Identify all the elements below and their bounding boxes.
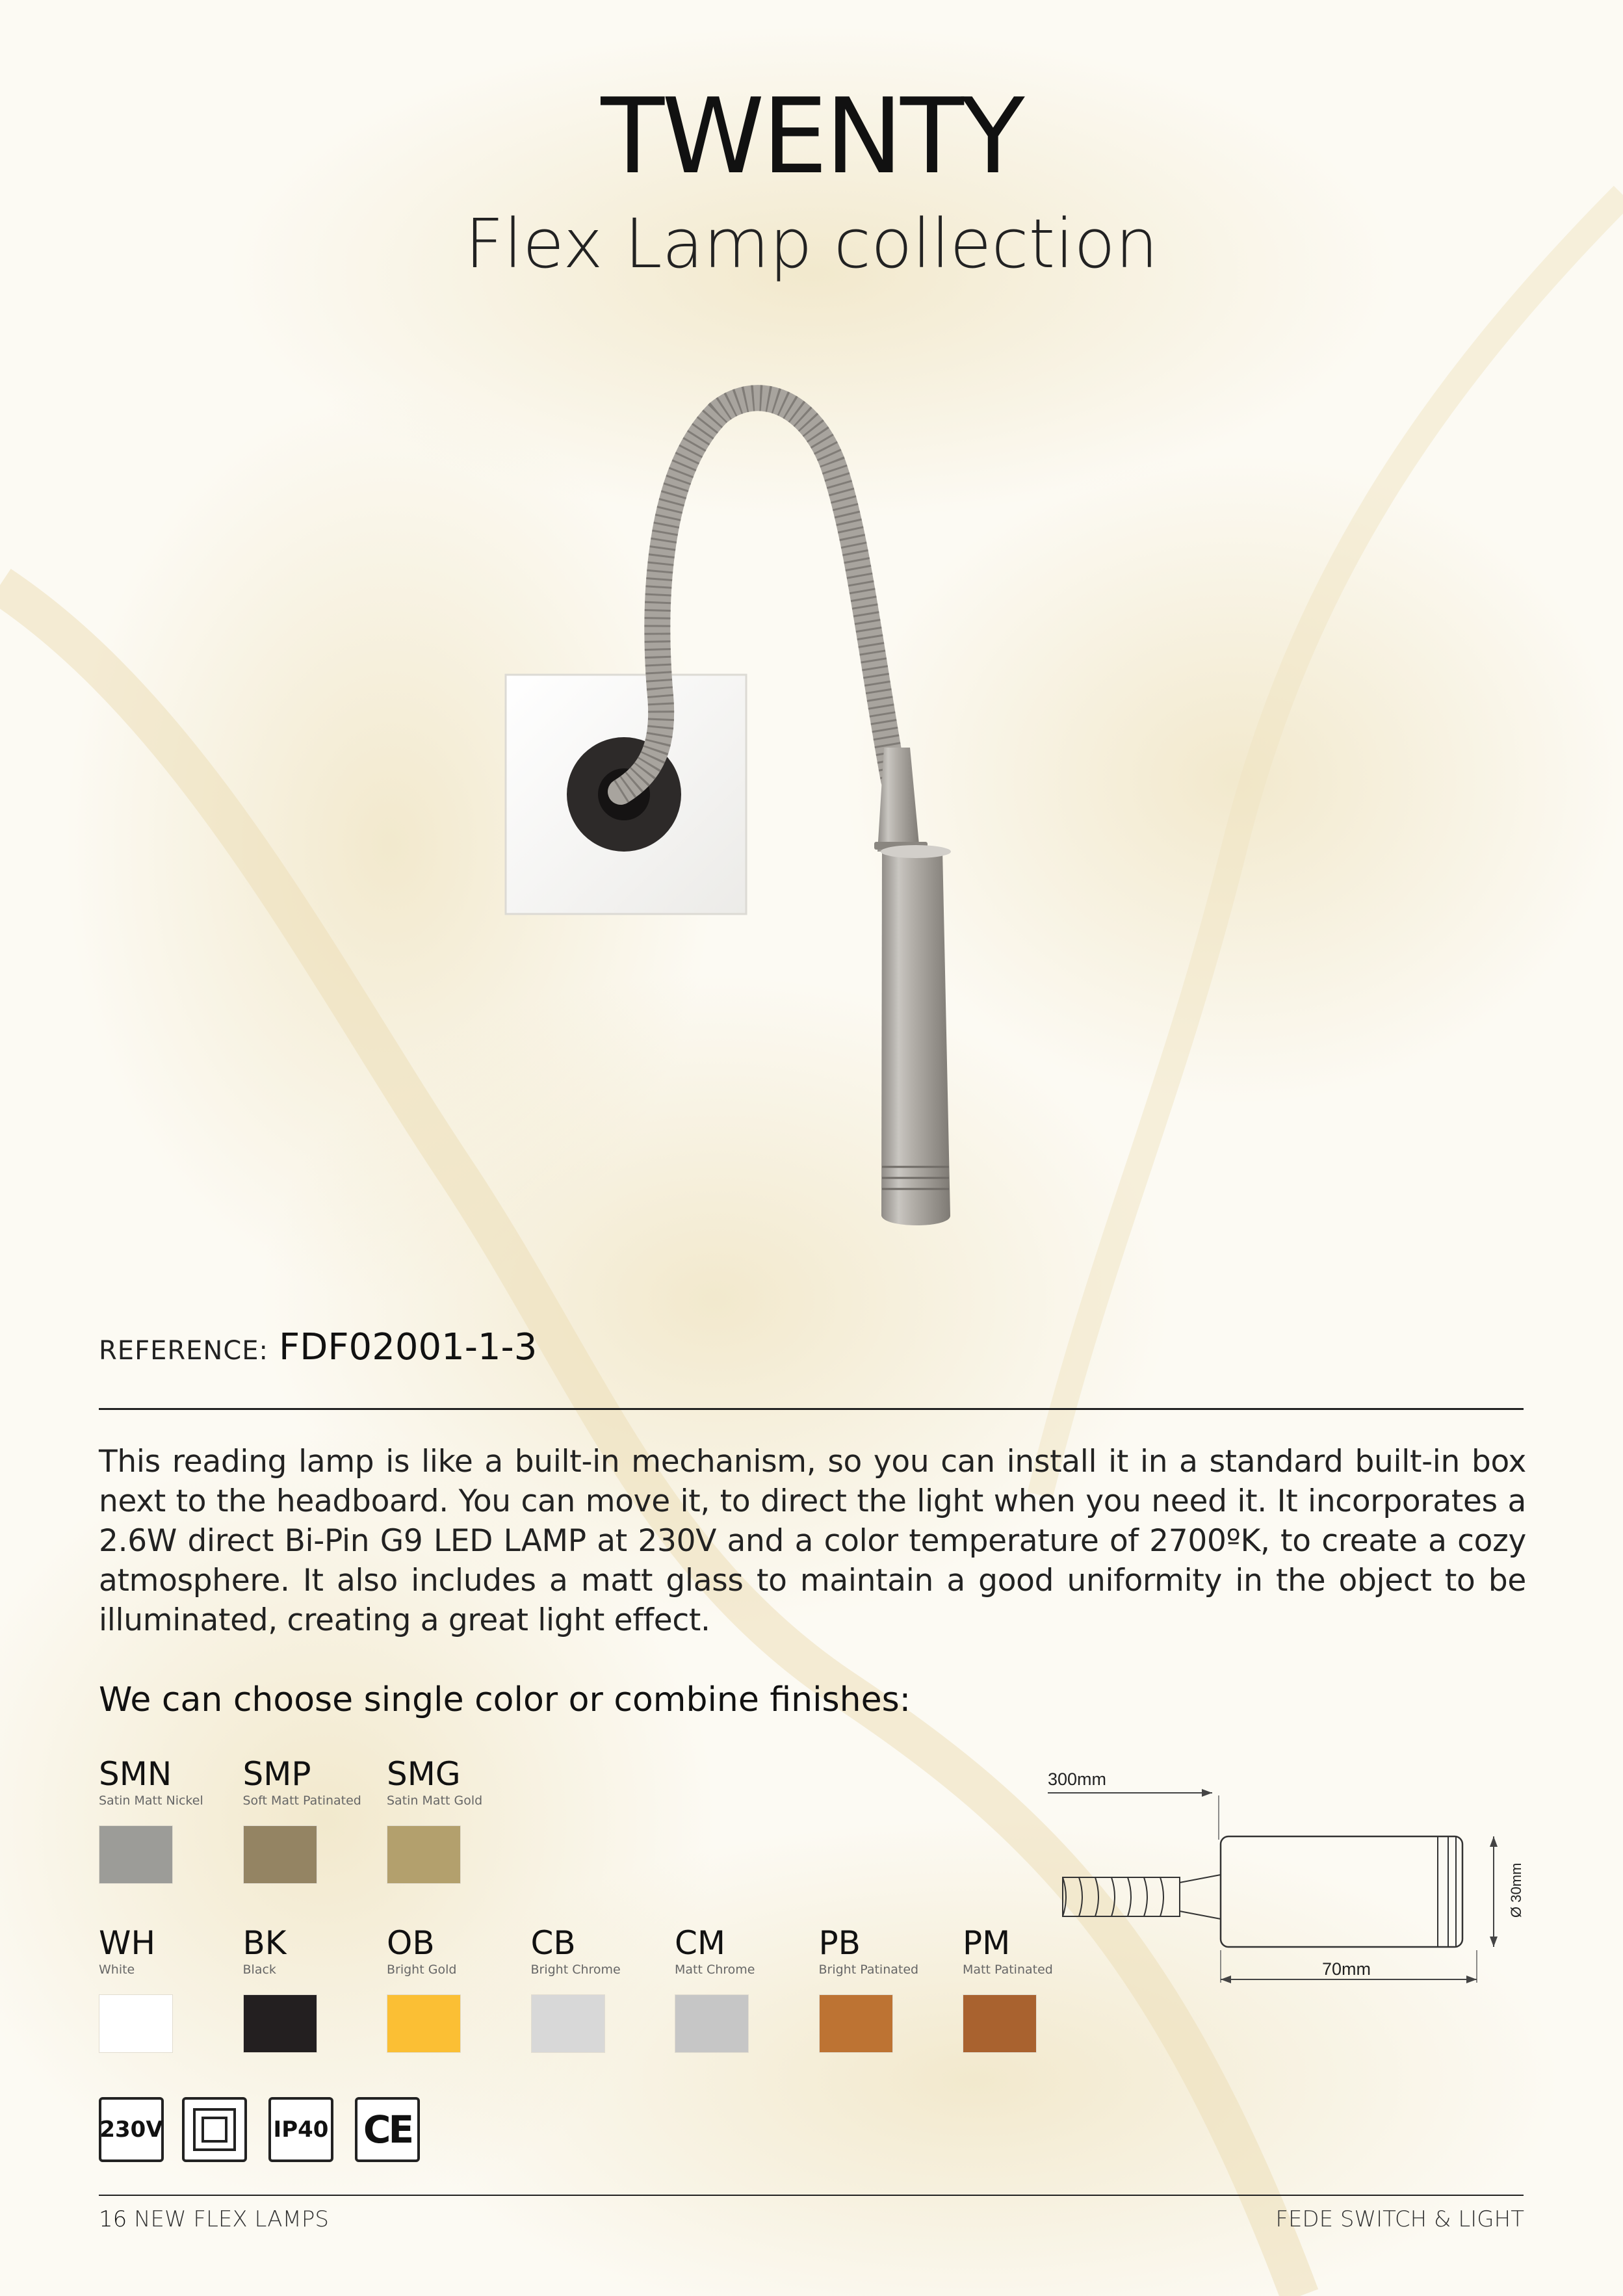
finish-name: Matt Chrome <box>675 1963 755 1977</box>
finish-code: SMP <box>242 1755 311 1793</box>
finish-smp <box>243 1755 373 1884</box>
finish-code: PB <box>818 1924 861 1962</box>
finish-code: BK <box>242 1924 287 1962</box>
finish-name: Bright Gold <box>387 1963 457 1977</box>
finish-name: Satin Matt Gold <box>387 1794 483 1808</box>
divider-top <box>99 1408 1524 1410</box>
finish-swatch <box>675 1994 749 2053</box>
finish-swatch <box>963 1994 1037 2053</box>
finish-code: SMG <box>387 1755 461 1793</box>
finish-swatch <box>387 1825 461 1884</box>
finish-code: OB <box>387 1924 435 1962</box>
finish-smn <box>99 1755 229 1884</box>
finish-cb <box>531 1924 661 2053</box>
finish-swatch <box>387 1994 461 2053</box>
finish-swatch <box>99 1825 173 1884</box>
finish-name: Black <box>242 1963 276 1977</box>
finish-code: PM <box>963 1924 1011 1962</box>
diameter-label: Ø 30mm <box>1508 1862 1524 1918</box>
product-description: This reading lamp is like a built-in mechanism, so you can install it in a standard built-in box next to the headboard. You can move it, to direct the light when you need it. It incorporates a 2.6W direct Bi-Pin G9 LED LAMP at 230V and a color temperature of 2700ºK, to create a cozy atmosphere. It also includes a matt glass to maintain a good uniformity in the object to be illuminated, creating a great light effect. <box>99 1444 1526 1638</box>
class-ii-symbol <box>192 2107 237 2152</box>
voltage-230v-icon <box>99 2097 164 2162</box>
finish-swatch <box>819 1994 893 2053</box>
body-length-label: 70mm <box>1322 1959 1371 1979</box>
flex-lamp-image <box>494 384 1105 1242</box>
finish-smg <box>387 1755 517 1884</box>
finish-name: Bright Patinated <box>818 1963 919 1977</box>
finish-name: Matt Patinated <box>963 1963 1053 1977</box>
finish-name: Bright Chrome <box>530 1963 621 1977</box>
footer-brand: FEDE SWITCH & LIGHT <box>1275 2206 1524 2232</box>
finish-swatch <box>243 1994 317 2053</box>
divider-bottom <box>99 2195 1524 2196</box>
reference-label: REFERENCE: <box>99 1336 269 1366</box>
ce-mark-text: CE <box>363 2107 412 2152</box>
finish-code: CM <box>675 1924 726 1962</box>
finish-code: SMN <box>99 1755 172 1793</box>
ip-rating-text: IP40 <box>273 2117 329 2143</box>
finish-name: White <box>99 1963 135 1977</box>
reference-line <box>99 1326 537 1385</box>
finish-name: Satin Matt Nickel <box>99 1794 203 1808</box>
finish-code: CB <box>530 1924 576 1962</box>
page-title: TWENTY <box>601 75 1022 197</box>
finishes-heading: We can choose single color or combine finishes: <box>99 1680 911 1719</box>
finish-ob <box>387 1924 517 2053</box>
finish-code: WH <box>99 1924 156 1962</box>
reference-value: FDF02001-1-3 <box>279 1326 538 1368</box>
dimensions-diagram <box>1040 1755 1534 1996</box>
finish-swatch <box>243 1825 317 1884</box>
page-subtitle: Flex Lamp collection <box>465 204 1158 283</box>
finish-name: Soft Matt Patinated <box>242 1794 361 1808</box>
voltage-text: 230V <box>99 2117 163 2143</box>
footer-section <box>99 2206 329 2232</box>
finish-bk <box>243 1924 373 2053</box>
finish-swatch <box>99 1994 173 2053</box>
ce-mark-icon <box>355 2097 420 2162</box>
length-label: 300mm <box>1048 1769 1107 1789</box>
footer-section-label: NEW FLEX LAMPS <box>134 2206 329 2232</box>
ip40-icon <box>268 2097 333 2162</box>
finish-cm <box>675 1924 805 2053</box>
page-number: 16 <box>99 2206 127 2232</box>
finish-wh <box>99 1924 229 2053</box>
double-insulation-icon <box>182 2097 247 2162</box>
finish-pb <box>819 1924 949 2053</box>
finish-swatch <box>531 1994 605 2053</box>
